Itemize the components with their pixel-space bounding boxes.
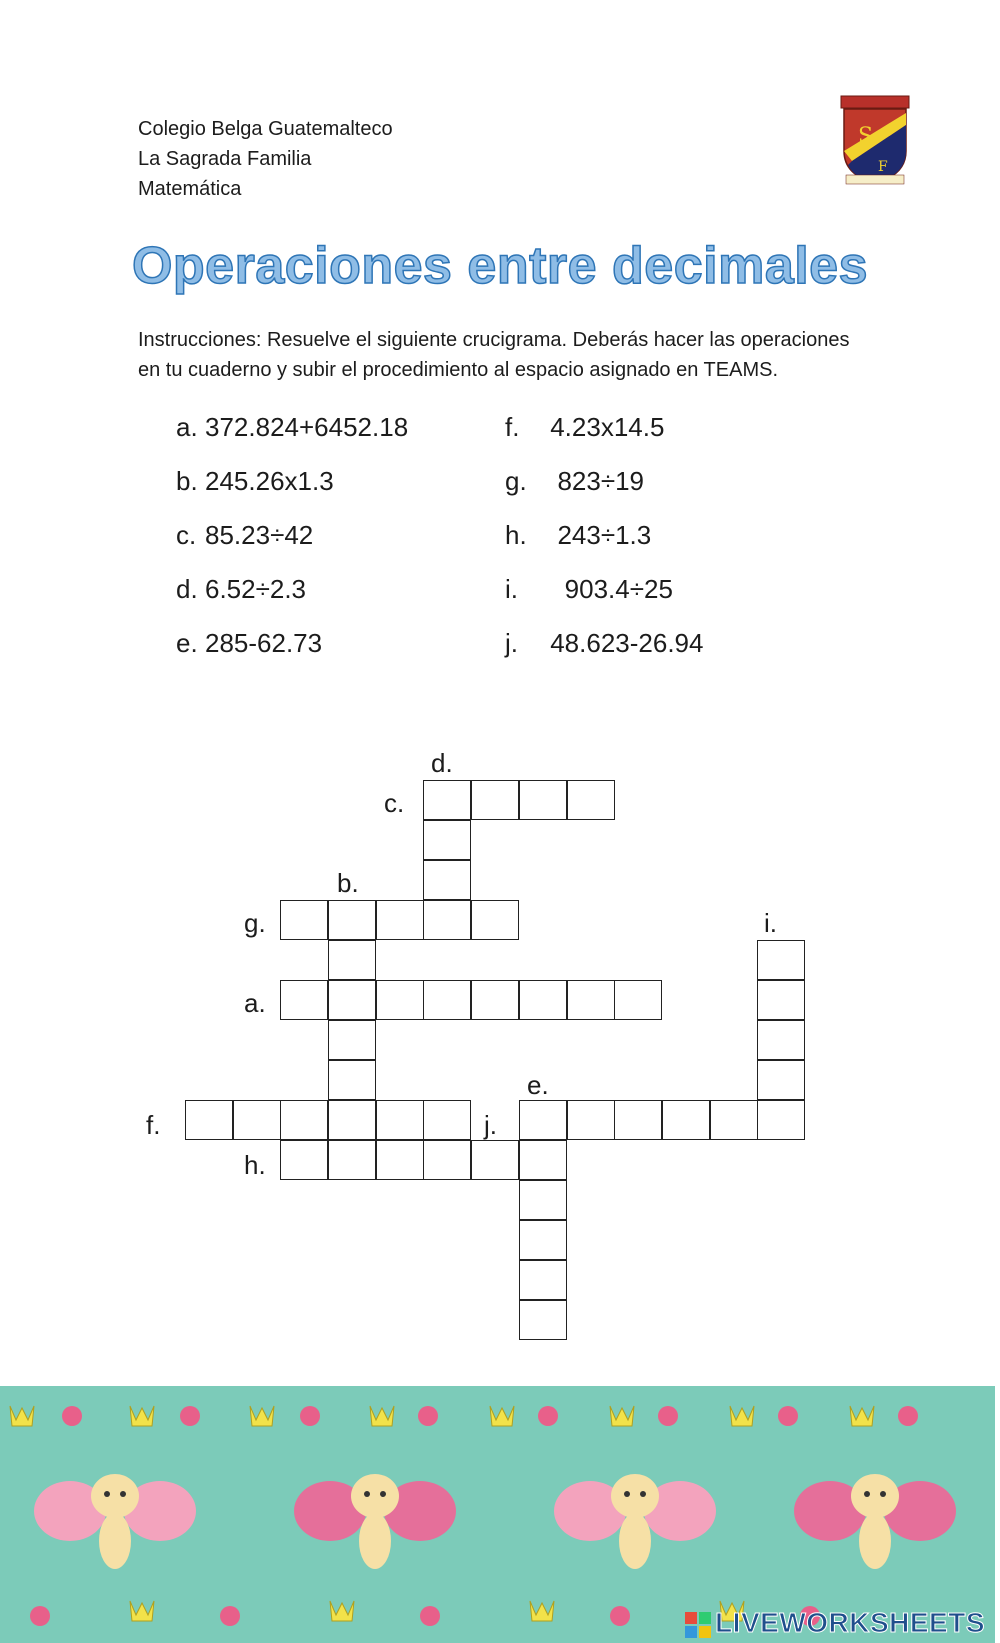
crossword-cell[interactable] <box>471 900 519 940</box>
liveworksheets-logo-icon <box>685 1612 711 1638</box>
clue-label-d: d. <box>431 748 453 778</box>
operations-list-right <box>505 412 703 682</box>
crossword-cell[interactable] <box>423 1140 471 1180</box>
crossword-cell[interactable] <box>280 980 328 1020</box>
crossword-cell[interactable] <box>423 900 471 940</box>
operation-item: b. 245.26x1.3 <box>176 466 334 496</box>
crossword-cell[interactable] <box>662 1100 710 1140</box>
clue-label-b: b. <box>337 868 359 898</box>
operation-item: e. 285-62.73 <box>176 628 323 658</box>
crossword-cell[interactable] <box>185 1100 233 1140</box>
clue-label-j: j. <box>484 1110 497 1140</box>
crossword-cell[interactable] <box>328 980 376 1020</box>
clue-label-h: h. <box>244 1150 266 1180</box>
crossword-cell[interactable] <box>376 980 424 1020</box>
crossword-cell[interactable] <box>280 1100 328 1140</box>
crossword-cell[interactable] <box>328 1140 376 1180</box>
crossword-cell[interactable] <box>710 1100 758 1140</box>
watermark-text: LIVEWORKSHEETS <box>715 1607 985 1638</box>
crossword-cell[interactable] <box>280 900 328 940</box>
crossword-cell[interactable] <box>567 1100 615 1140</box>
school-name: Colegio Belga Guatemalteco <box>138 118 393 140</box>
crossword-cell[interactable] <box>423 1100 471 1140</box>
clue-label-f: f. <box>146 1110 161 1140</box>
svg-text:F: F <box>878 159 888 175</box>
operation-item: a. 372.824+6452.18 <box>176 412 409 442</box>
crossword-cell[interactable] <box>567 780 615 820</box>
crossword-cell[interactable] <box>280 1140 328 1180</box>
crossword-cell[interactable] <box>328 940 376 980</box>
crossword-cell[interactable] <box>471 1140 519 1180</box>
clue-label-i: i. <box>764 908 777 938</box>
crossword-cell[interactable] <box>471 780 519 820</box>
crossword-cell[interactable] <box>519 1220 567 1260</box>
crossword-cell[interactable] <box>757 1060 805 1100</box>
crossword-cell[interactable] <box>519 980 567 1020</box>
crossword-cell[interactable] <box>423 820 471 860</box>
crossword-cell[interactable] <box>519 1260 567 1300</box>
operation-item: c. 85.23÷42 <box>176 520 314 550</box>
operation-item: d. 6.52÷2.3 <box>176 574 307 604</box>
operation-item: f. 4.23x14.5 <box>505 412 665 442</box>
clue-label-e: e. <box>527 1070 549 1100</box>
crossword-cell[interactable] <box>376 1140 424 1180</box>
crossword-cell[interactable] <box>519 1140 567 1180</box>
crossword-cell[interactable] <box>328 1060 376 1100</box>
crossword-cell[interactable] <box>519 1180 567 1220</box>
crossword-cell[interactable] <box>614 1100 662 1140</box>
crossword-cell[interactable] <box>614 980 662 1020</box>
crossword-cell[interactable] <box>423 860 471 900</box>
school-crest-icon <box>840 95 910 185</box>
school-header <box>138 114 393 204</box>
crossword-cell[interactable] <box>519 780 567 820</box>
operation-item: j. 48.623-26.94 <box>505 628 704 658</box>
crossword-cell[interactable] <box>328 1100 376 1140</box>
crossword-cell[interactable] <box>519 1300 567 1340</box>
butterfly-pattern-icon <box>0 1386 995 1643</box>
crossword-cell[interactable] <box>519 1100 567 1140</box>
crossword-cell[interactable] <box>376 1100 424 1140</box>
crossword-cell[interactable] <box>328 1020 376 1060</box>
crossword-cell[interactable] <box>471 980 519 1020</box>
crossword-cell[interactable] <box>328 900 376 940</box>
page-title: Operaciones entre decimales <box>131 237 869 295</box>
instructions-text: Instrucciones: Resuelve el siguiente crucigrama. Deberás hacer las operaciones en tu cuaderno y subir el procedimiento al espacio asignado en TEAMS. <box>138 329 850 381</box>
clue-label-g: g. <box>244 908 266 938</box>
crossword-cell[interactable] <box>757 940 805 980</box>
crossword-cell[interactable] <box>567 980 615 1020</box>
liveworksheets-watermark[interactable] <box>685 1607 985 1639</box>
crossword-cell[interactable] <box>423 980 471 1020</box>
decorative-banner <box>0 1386 995 1643</box>
crossword-cell[interactable] <box>233 1100 281 1140</box>
crossword-cell[interactable] <box>423 780 471 820</box>
clue-label-c: c. <box>384 788 405 818</box>
operation-item: i. 903.4÷25 <box>505 574 673 604</box>
subject-name: Matemática <box>138 178 242 200</box>
school-subtitle: La Sagrada Familia <box>138 148 312 170</box>
crossword-cell[interactable] <box>757 980 805 1020</box>
operations-list-left <box>176 412 408 682</box>
crossword-cell[interactable] <box>757 1020 805 1060</box>
crossword-cell[interactable] <box>376 900 424 940</box>
operation-item: g. 823÷19 <box>505 466 645 496</box>
svg-text:S: S <box>858 124 874 149</box>
crossword-cell[interactable] <box>757 1100 805 1140</box>
operation-item: h. 243÷1.3 <box>505 520 652 550</box>
clue-label-a: a. <box>244 988 266 1018</box>
